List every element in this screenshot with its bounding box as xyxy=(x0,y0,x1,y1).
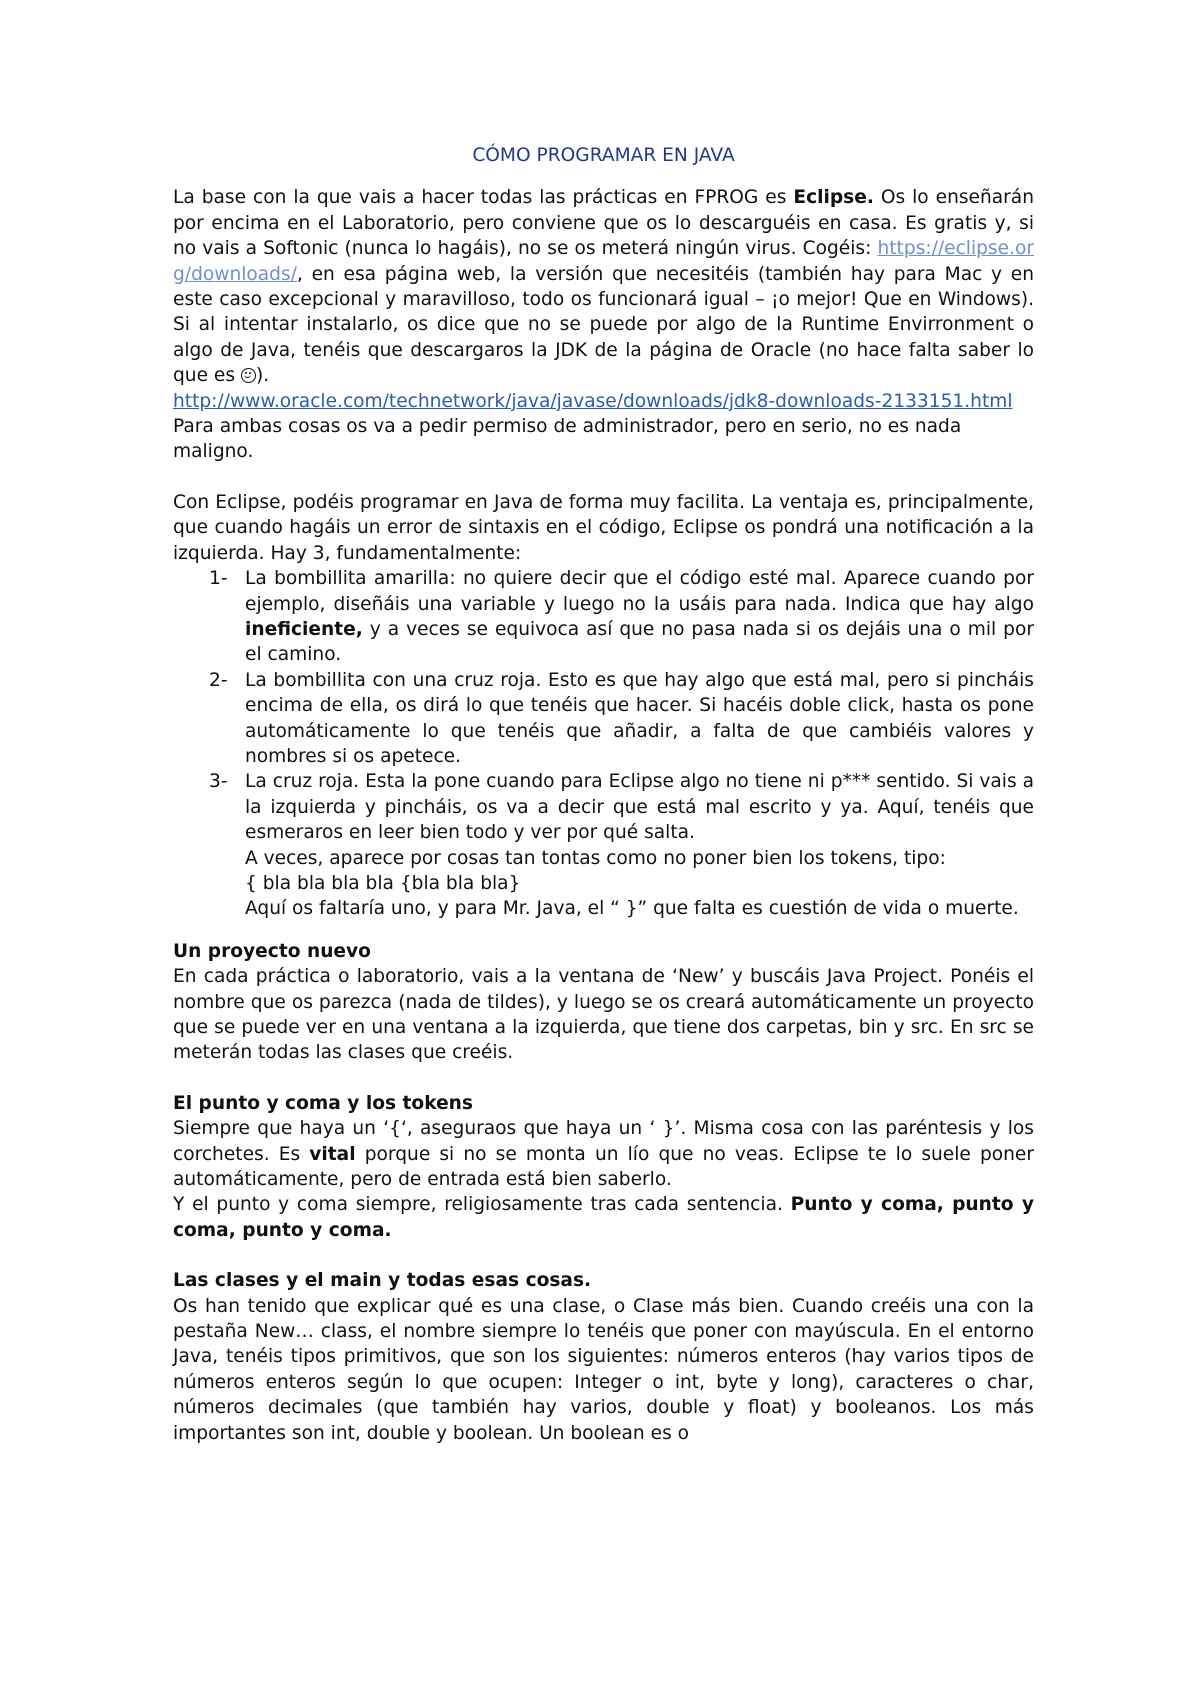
list-text: La bombillita con una cruz roja. Esto es que hay algo que está mal, pero si pincháis encima de ella, os dirá lo que tenéis que hacer. Si hacéis doble click, hasta os pone automáticamente lo que tenéis que añadir, a falta de que cambiéis valores y nombres si os apetece. xyxy=(245,669,1034,767)
spacer xyxy=(173,922,1034,939)
spacer xyxy=(173,1243,1034,1268)
list-text: La bombillita amarilla: no quiere decir que el código esté mal. Aparece cuando por ejemplo, diseñáis una variable y luego no la usáis para nada. Indica que hay algo xyxy=(245,568,1034,615)
intro-paragraph xyxy=(173,185,1034,414)
admin-paragraph: Para ambas cosas os va a pedir permiso de administrador, pero en serio, no es nada maligno. xyxy=(173,416,962,463)
section-heading-punto: El punto y coma y los tokens xyxy=(173,1092,473,1114)
list-text: A veces, aparece por cosas tan tontas como no poner bien los tokens, tipo: xyxy=(245,847,946,869)
intro-text-3: , en esa página web, la versión que necesitéis (también hay para Mac y en este caso excepcional y maravilloso, todo os funcionará igual – ¡o mejor! Que en Windows). Si al intentar instalarlo, os dice que no se puede por algo de la Runtime Envirronment o algo de Java, tenéis que descargaros la JDK de la página de Oracle (no hace falta saber lo que es xyxy=(173,263,1034,387)
notification-list xyxy=(173,566,1034,922)
section-text-punto xyxy=(173,1116,1034,1243)
list-bold: ineficiente, xyxy=(245,618,363,640)
list-number: 2- xyxy=(209,669,228,691)
section-heading-proyecto: Un proyecto nuevo xyxy=(173,940,371,962)
spacer xyxy=(173,1066,1034,1091)
section-text: Y el punto y coma siempre, religiosamente tras cada sentencia. xyxy=(173,1194,791,1216)
eclipse-download-link[interactable]: https://eclipse.org/downloads/ xyxy=(173,238,1034,285)
section-text-clases: Os han tenido que explicar qué es una clase, o Clase más bien. Cuando creéis una con la pestaña New… class, el nombre siempre lo tenéis que poner con mayúscula. En el entorno Java, tenéis tipos primitivos, que son los siguientes: números enteros (hay varios tipos de números enteros según lo que ocupen: Integer o int, byte y long), caracteres o char, números decimales (que también hay varios, double y float) y booleanos. Los más importantes son int, double y boolean. Un boolean es o xyxy=(173,1295,1034,1444)
document-title: CÓMO PROGRAMAR EN JAVA xyxy=(472,145,735,166)
vital-bold: vital xyxy=(309,1143,356,1165)
section-text: Siempre que haya un ‘{‘, aseguraos que haya un ‘ }’. Misma cosa con las paréntesis y los corchetes. Es xyxy=(173,1118,1034,1165)
list-number: 3- xyxy=(209,771,228,793)
list-item xyxy=(209,566,1034,668)
eclipse-bold: Eclipse. xyxy=(793,187,874,209)
list-number: 1- xyxy=(209,568,228,590)
eclipse-paragraph: Con Eclipse, podéis programar en Java de forma muy facilita. La ventaja es, principalmente, que cuando hagáis un error de sintaxis en el código, Eclipse os pondrá una notificación a la izquierda. Hay 3, fundamentalmente: xyxy=(173,491,1034,564)
list-text: La cruz roja. Esta la pone cuando para Eclipse algo no tiene ni p*** sentido. Si vais a la izquierda y pincháis, os va a decir que está mal escrito y ya. Aquí, tenéis que esmeraros en leer bien todo y ver por qué salta. xyxy=(245,771,1034,844)
intro-text-1: La base con la que vais a hacer todas las prácticas en FPROG es xyxy=(173,187,794,209)
intro-text-2: Os lo enseñarán por encima en el Laboratorio, pero conviene que os lo descarguéis en casa. Es gratis y, si no vais a Softonic (nunca lo hagáis), no se os meterá ningún virus. Cogéis: xyxy=(173,187,1034,260)
section-text-proyecto: En cada práctica o laboratorio, vais a la ventana de ‘New’ y buscáis Java Project. Ponéis el nombre que os parezca (nada de tildes), y luego se os creará automáticamente un proyecto que se puede ver en una ventana a la izquierda, que tiene dos carpetas, bin y src. En src se meterán todas las clases que creéis. xyxy=(173,966,1034,1064)
list-text: Aquí os faltaría uno, y para Mr. Java, el “ }” que falta es cuestión de vida o muerte. xyxy=(245,898,1019,920)
list-text: y a veces se equivoca así que no pasa nada si os dejáis una o mil por el camino. xyxy=(245,618,1034,666)
section-text: porque si no se monta un lío que no veas. Eclipse te lo suele poner automáticamente, pero de entrada está bien saberlo. xyxy=(173,1143,1034,1191)
list-item xyxy=(209,769,1034,921)
smiley-icon xyxy=(241,368,256,383)
intro-text-4: ). xyxy=(255,365,270,387)
oracle-download-link[interactable]: http://www.oracle.com/technetwork/java/javase/downloads/jdk8-downloads-2133151.html xyxy=(173,390,1013,412)
section-heading-clases: Las clases y el main y todas esas cosas. xyxy=(173,1270,592,1292)
spacer xyxy=(173,465,1034,490)
list-item xyxy=(209,668,1034,770)
punto-coma-bold: Punto y coma, punto y coma, punto y coma. xyxy=(173,1194,1034,1241)
code-example: { bla bla bla bla {bla bla bla} xyxy=(245,872,521,894)
